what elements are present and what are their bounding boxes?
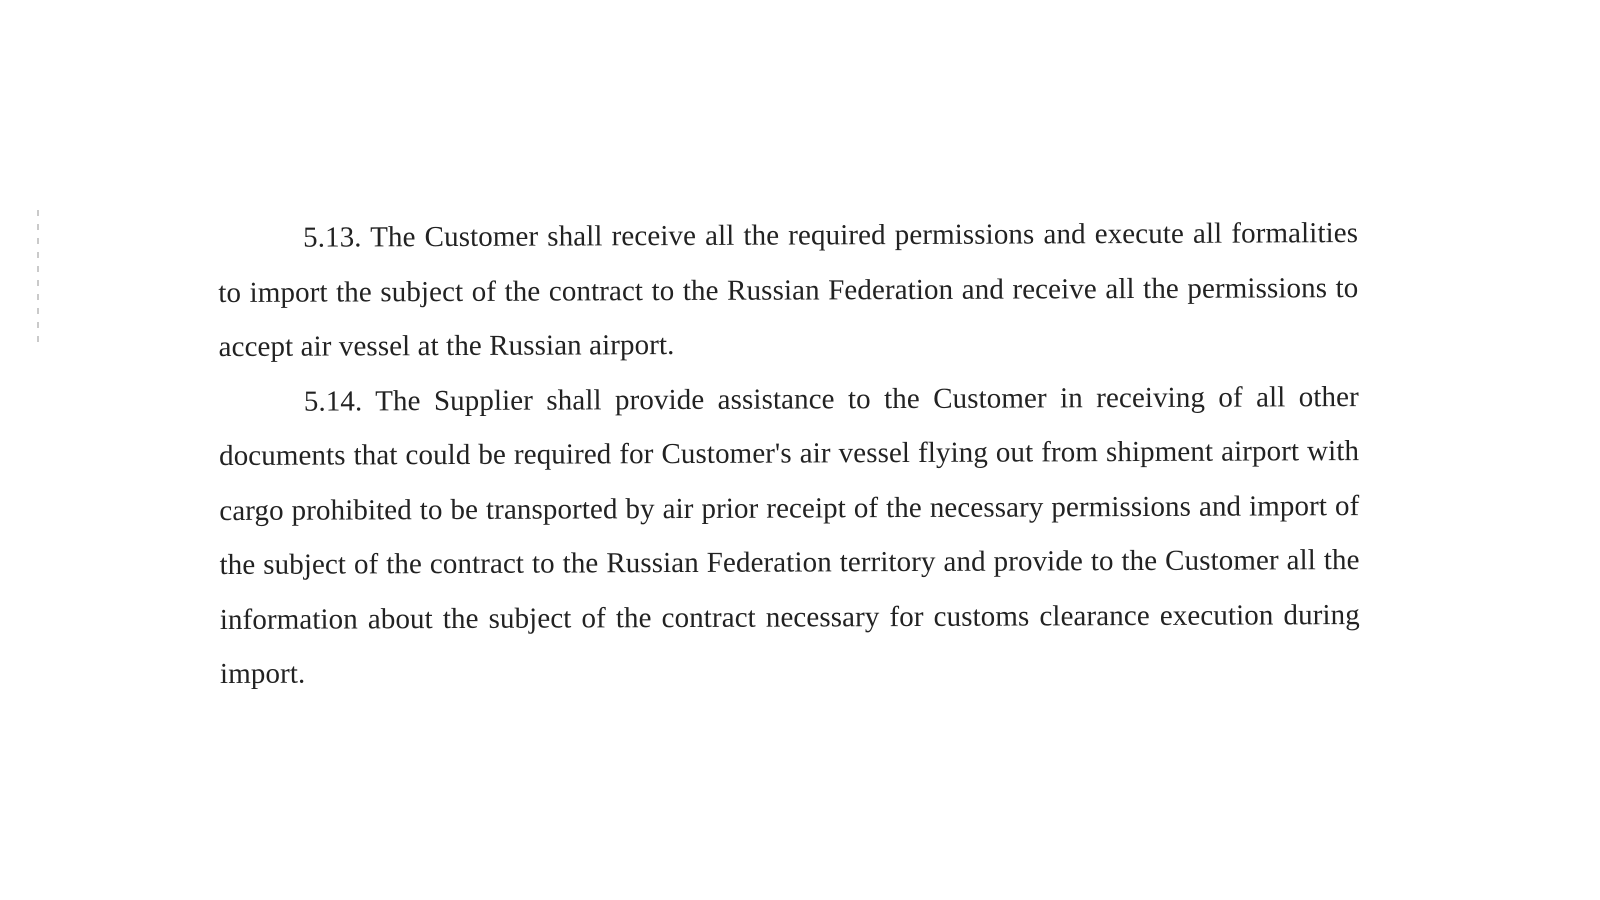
contract-text-block <box>218 206 1360 701</box>
clause-5-13: 5.13. The Customer shall receive all the required permissions and execute all formalities to import the subject of the contract to the Russian Federation and receive all the permissions to accept air vessel at the Russian airport. <box>218 217 1359 363</box>
margin-scan-marks <box>37 210 39 345</box>
clause-5-14: 5.14. The Supplier shall provide assistance to the Customer in receiving of all other documents that could be required for Customer's air vessel flying out from shipment airport with cargo prohibited to be transported by air prior receipt of the necessary permissions and import of the subject of the contract to the Russian Federation territory and provide to the Customer all the information about the subject of the contract necessary for customs clearance execution during import. <box>218 380 1360 690</box>
